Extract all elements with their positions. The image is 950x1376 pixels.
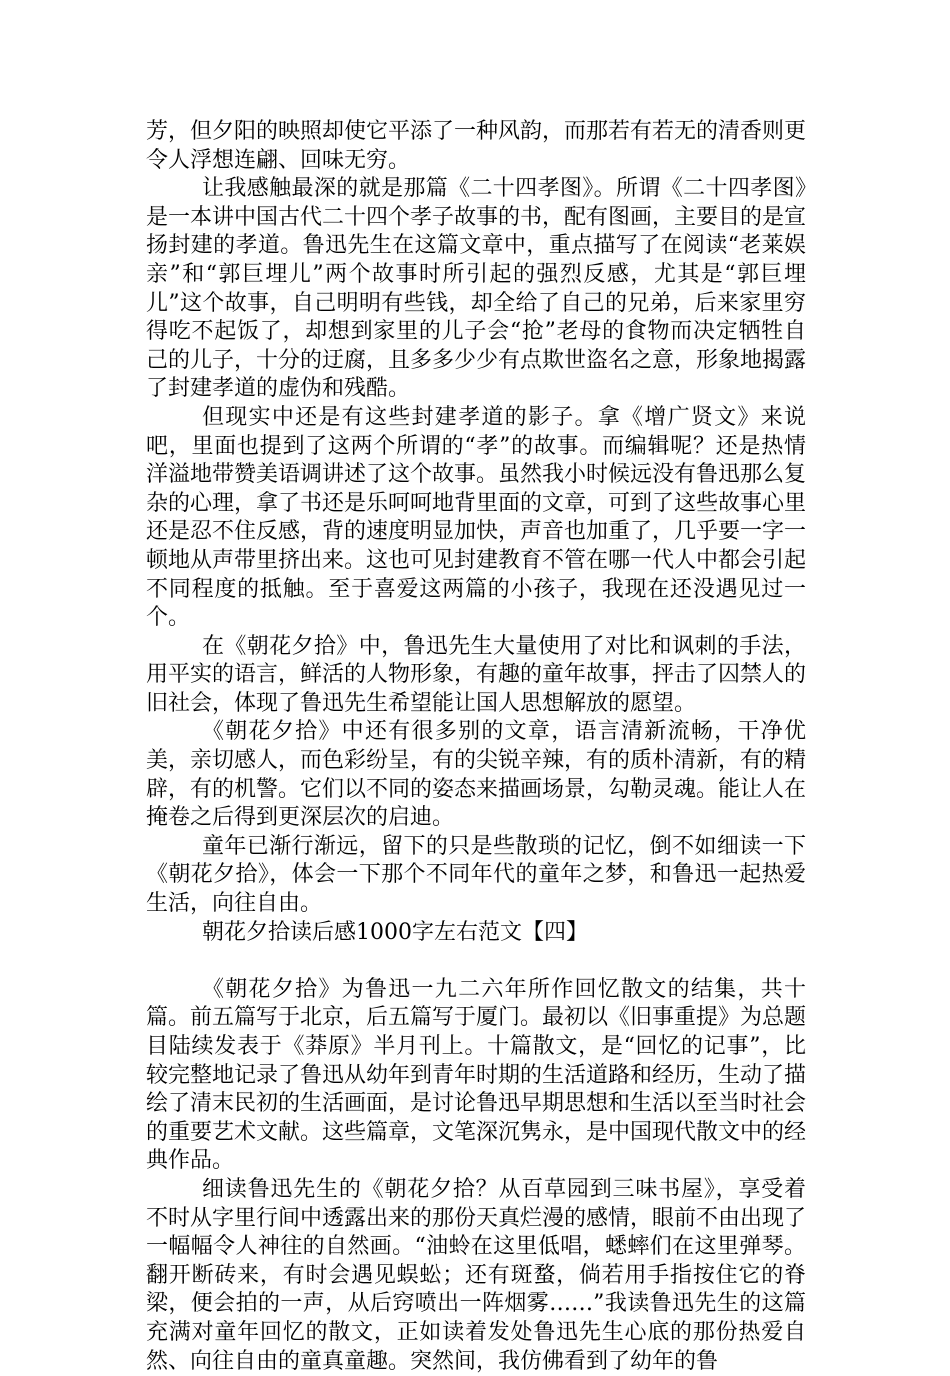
paragraph: 让我感触最深的就是那篇《二十四孝图》。所谓《二十四孝图》是一本讲中国古代二十四个孝子故事的书，配有图画，主要目的是宣扬封建的孝道。鲁迅先生在这篇文章中，重点描写了在阅读“老莱娱亲”和“郭巨埋儿”两个故事时所引起的强烈反感，尤其是“郭巨埋儿”这个故事，自己明明有些钱，却全给了自己的兄弟，后来家里穷得吃不起饭了，却想到家里的儿子会“抢”老母的食物而决定牺牲自己的儿子，十分的迂腐，且多多少少有点欺世盗名之意，形象地揭露了封建孝道的虚伪和残酷。 <box>146 176 807 402</box>
document-body <box>146 118 806 1376</box>
paragraph: 但现实中还是有这些封建孝道的影子。拿《增广贤文》来说吧，里面也提到了这两个所谓的“孝”的故事。而编辑呢？还是热情洋溢地带赞美语调讲述了这个故事。虽然我小时候远没有鲁迅那么复杂的心理，拿了书还是乐呵呵地背里面的文章，可到了这些故事心里还是忍不住反感，背的速度明显加快，声音也加重了，几乎要一字一顿地从声带里挤出来。这也可见封建教育不管在哪一代人中都会引起不同程度的抵触。至于喜爱这两篇的小孩子，我现在还没遇见过一个。 <box>146 404 807 631</box>
paragraph-continuation: 芳，但夕阳的映照却使它平添了一种风韵，而那若有若无的清香则更令人浮想连翩、回味无穷。 <box>146 119 807 173</box>
paragraph: 《朝花夕拾》中还有很多别的文章，语言清新流畅，干净优美，亲切感人，而色彩纷呈，有的尖锐辛辣，有的质朴清新，有的精辟，有的机警。它们以不同的姿态来描画场景，勾勒灵魂。能让人在掩卷之后得到更深层次的启迪。 <box>146 719 807 831</box>
paragraph: 在《朝花夕拾》中，鲁迅先生大量使用了对比和讽刺的手法，用平实的语言，鲜活的人物形象，有趣的童年故事，抨击了囚禁人的旧社会，体现了鲁迅先生希望能让国人思想解放的愿望。 <box>146 633 807 716</box>
blank-line <box>146 947 806 976</box>
section-heading: 朝花夕拾读后感1000字左右范文【四】 <box>202 919 588 945</box>
paragraph: 《朝花夕拾》为鲁迅一九二六年所作回忆散文的结集，共十篇。前五篇写于北京，后五篇写于厦门。最初以《旧事重提》为总题目陆续发表于《莽原》半月刊上。十篇散文，是“回忆的记事”，比较完整地记录了鲁迅从幼年到青年时期的生活道路和经历，生动了描绘了清末民初的生活画面，是讨论鲁迅早期思想和生活以至当时社会的重要艺术文献。这些篇章，文笔深沉隽永，是中国现代散文中的经典作品。 <box>146 976 807 1174</box>
paragraph: 童年已渐行渐远，留下的只是些散琐的记忆，倒不如细读一下《朝花夕拾》，体会一下那个不同年代的童年之梦，和鲁迅一起热爱生活，向往自由。 <box>146 833 806 917</box>
paragraph: 细读鲁迅先生的《朝花夕拾？从百草园到三味书屋》，享受着不时从字里行间中透露出来的那份天真烂漫的感情，眼前不由出现了一幅幅令人神往的自然画。“油蛉在这里低唱，蟋蟀们在这里弹琴。翻开断砖来，有时会遇见蜈蚣；还有斑蝥，倘若用手指按住它的脊梁，便会拍的一声，从后窍喷出一阵烟雾……”我读鲁迅先生的这篇充满对童年回忆的散文，正如读着发处鲁迅先生心底的那份热爱自然、向往自由的童真童趣。突然间，我仿佛看到了幼年的鲁 <box>146 1176 807 1374</box>
